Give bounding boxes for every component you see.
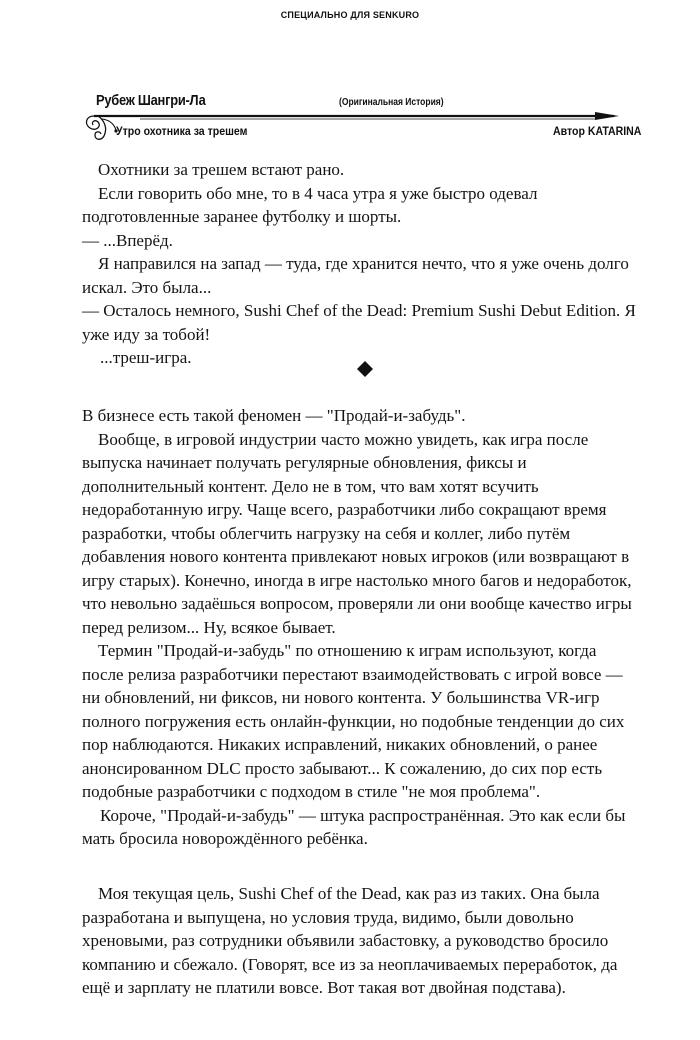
paragraph: Моя текущая цель, Sushi Chef of the Dead, как раз из таких. Она была разработана и выпущена, но условия труда, видимо, были довольно хреновыми, раз сотрудники объявили забастовку, а руководство бросило компанию и сбежало. (Говорят, все из за неоплачиваемых переработок, да ещё и зарплату не платили вовсе. Вот такая вот двойная подстава). — [82, 884, 618, 997]
credit-line: СПЕЦИАЛЬНО ДЛЯ SENKURO — [280, 10, 420, 20]
dialogue-line: — Осталось немного, Sushi Chef of the Dead: Premium Sushi Debut Edition. Я уже иду за тобой! — [82, 301, 636, 344]
paragraph: Вообще, в игровой индустрии часто можно увидеть, как игра после выпуска начинает получать регулярные обновления, фиксы и дополнительный контент. Дело не в том, что вам хотят всучить недоработанную игру. Чаще всего, разработчики либо сокращают время разработки, чтобы облегчить нагрузку на себя и коллег, либо путём добавления нового контента привлекают новых игроков (или возвращают в игру старых). Конечно, иногда в игре настолько много багов и недоработок, что невольно задаёшься вопросом, проверяли ли они вообще качество игры перед релизом... Ну, всякое бывает. — [82, 429, 632, 637]
paragraph: ...треш-игра. — [100, 348, 192, 367]
original-story-tag: (Оригинальная История) — [339, 97, 444, 108]
paragraph: В бизнесе есть такой феномен — "Продай-и-забудь". — [82, 406, 466, 425]
paragraph: Если говорить обо мне, то в 4 часа утра я уже быстро одевал подготовленные заранее футболку и шорты. — [82, 183, 538, 226]
paragraph: Я направился на запад — туда, где хранится нечто, что я уже очень долго искал. Это была... — [82, 254, 629, 297]
chapter-title: Утро охотника за трешем — [116, 124, 248, 138]
series-title: Рубеж Шангри-Ла — [96, 92, 206, 109]
author-credit: Автор KATARINA — [553, 124, 642, 138]
text-section-2 — [82, 404, 642, 851]
dialogue-line: — ...Вперёд. — [82, 230, 173, 250]
paragraph: Термин "Продай-и-забудь" по отношению к играм используют, когда после релиза разработчики перестают взаимодействовать с игрой вовсе — ни обновлений, ни фиксов, ни нового контента. У большинства VR-игр полного погружения есть онлайн-функции, но подобные тенденции до сих пор наблюдаются. Никаких исправлений, никаких обновлений, о ранее анонсированном DLC просто забывают... К сожалению, до сих пор есть подобные разработчики с подходом в стиле "не моя проблема". — [82, 641, 625, 801]
paragraph: Охотники за трешем встают рано. — [98, 160, 345, 179]
section-divider-diamond-icon — [357, 361, 373, 377]
paragraph: Короче, "Продай-и-забудь" — штука распространённая. Это как если бы мать бросила новорождённого ребёнка. — [82, 805, 626, 848]
text-section-1 — [82, 158, 642, 370]
text-section-3 — [82, 882, 642, 1000]
